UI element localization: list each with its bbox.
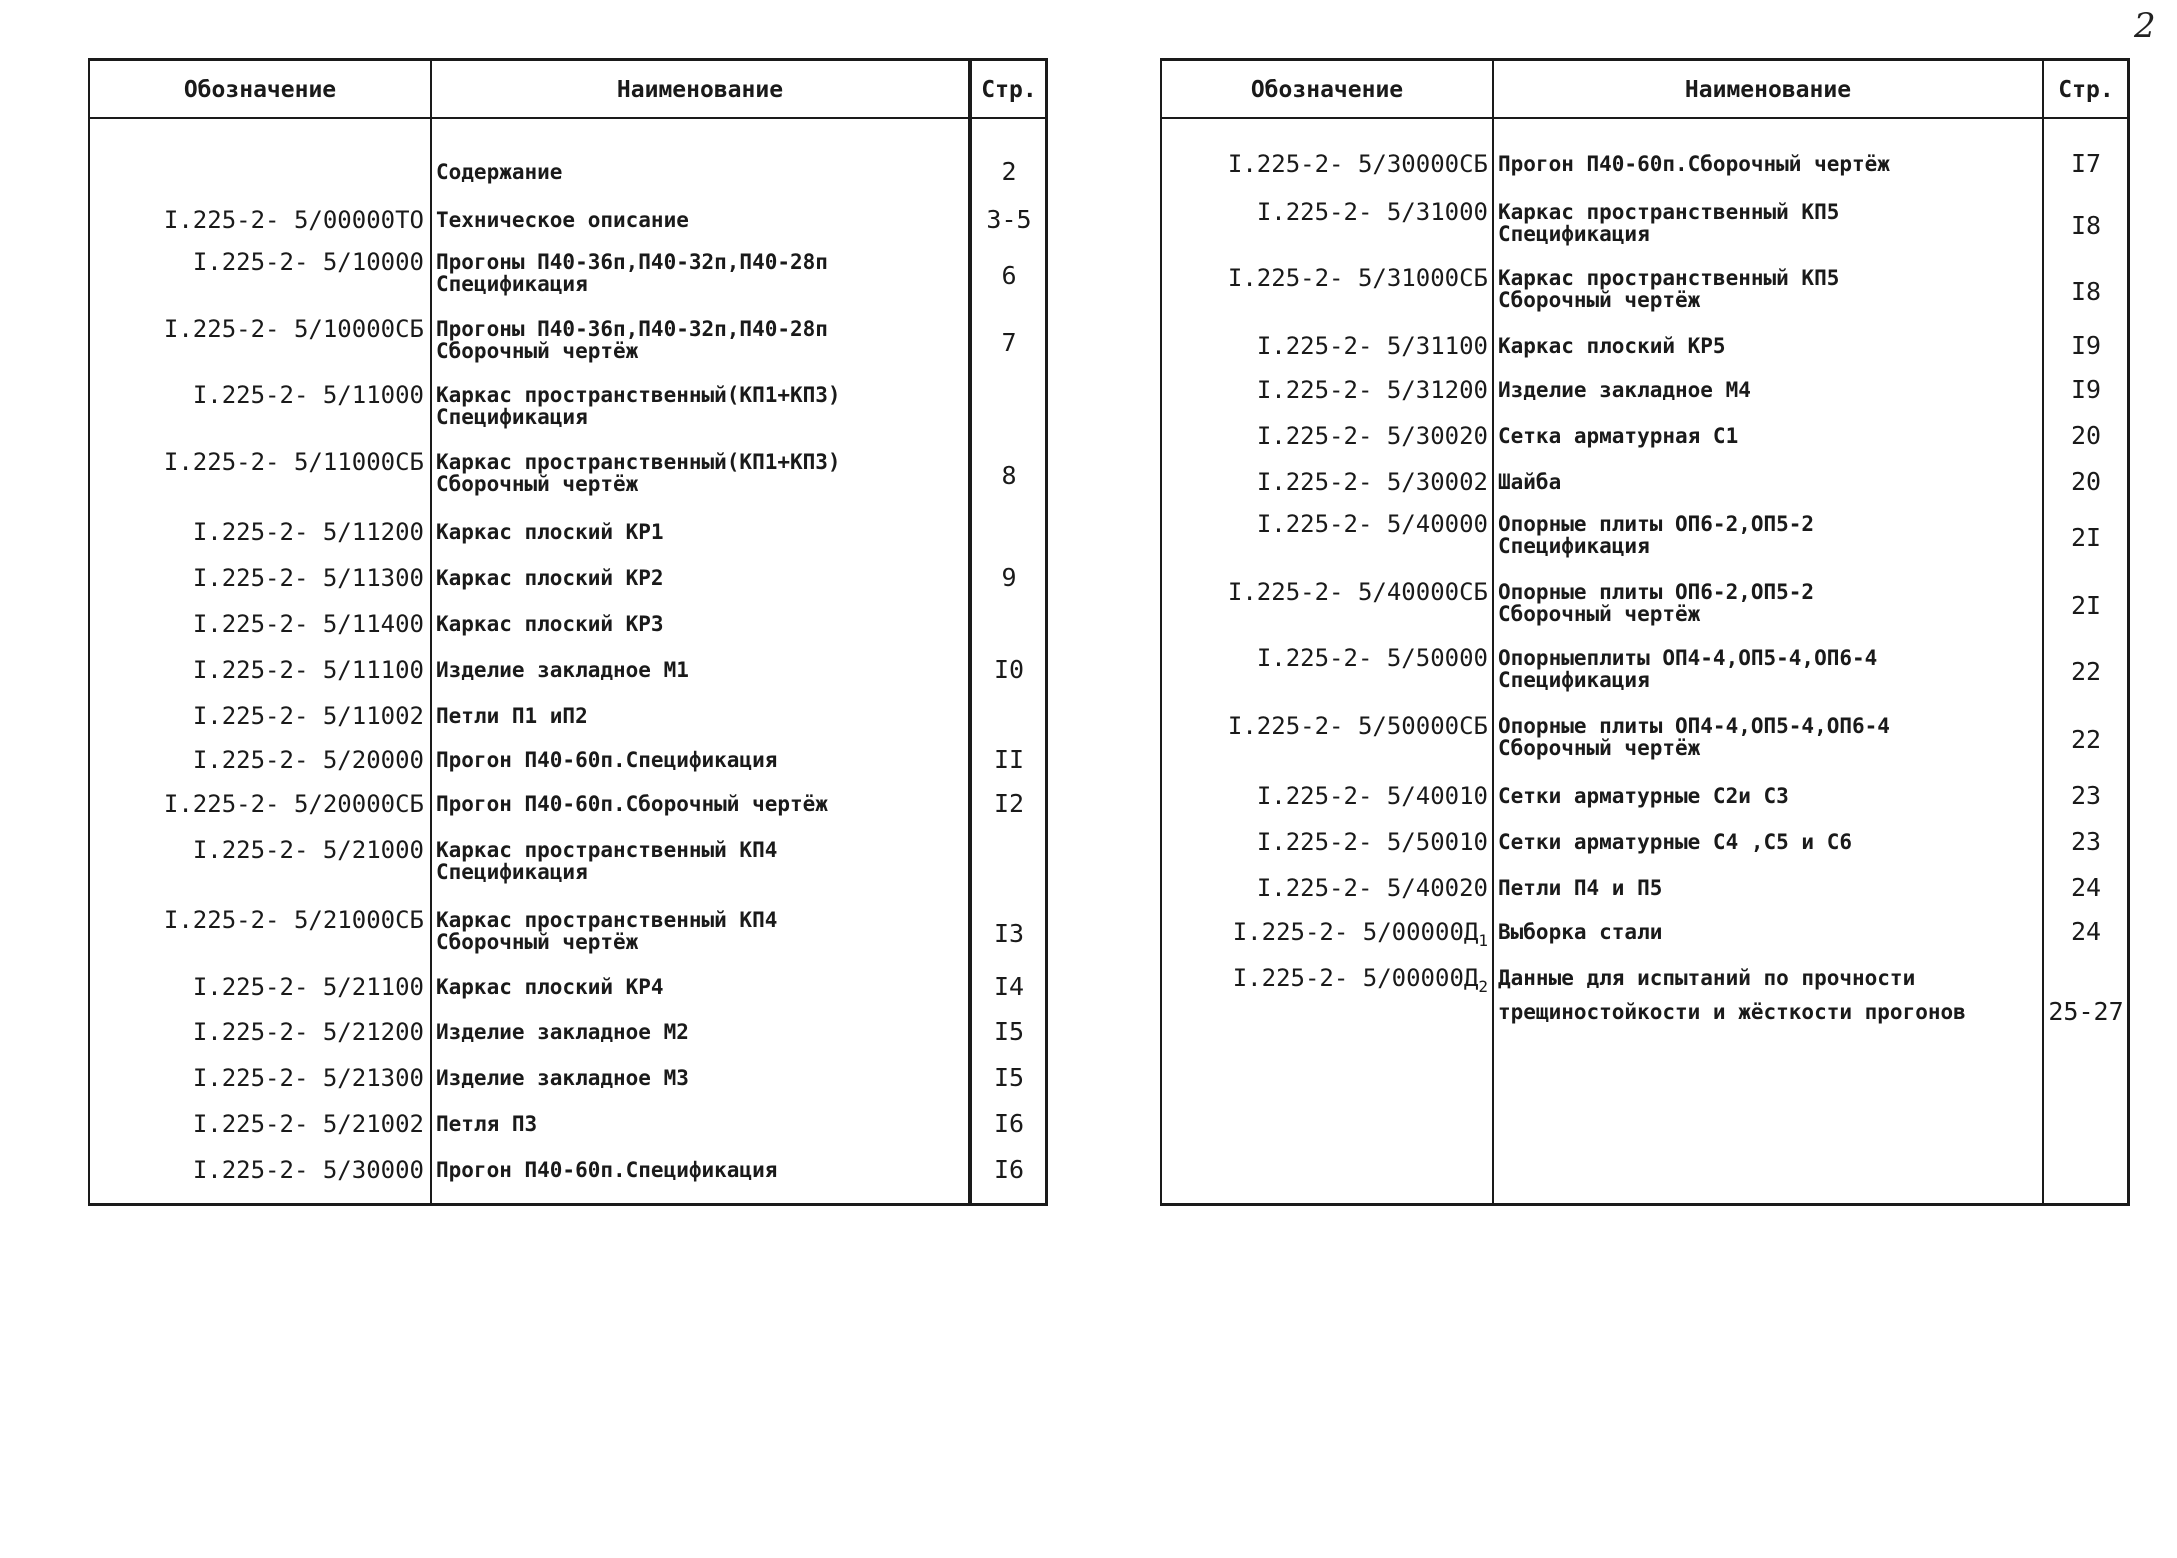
contents-table-right xyxy=(1160,58,2130,1206)
item-name xyxy=(1498,425,1738,447)
item-name-line: Прогон П40-60п.Сборочный чертёж xyxy=(436,792,828,816)
designation-code xyxy=(90,836,424,864)
item-name-line: Сетки арматурные С2и С3 xyxy=(1498,784,1789,808)
designation-code xyxy=(1162,510,1488,538)
designation-code-text: I.225-2- 5/00000Д xyxy=(1232,964,1479,992)
item-name xyxy=(1498,153,1890,175)
designation-code xyxy=(90,1110,424,1138)
page-number: 22 xyxy=(2070,725,2102,754)
designation-code-text: I.225-2- 5/50010 xyxy=(1256,828,1488,856)
designation-code xyxy=(1162,264,1488,292)
designation-code xyxy=(1162,644,1488,672)
item-name xyxy=(1498,581,1814,625)
item-name xyxy=(1498,831,1852,853)
page-number: 23 xyxy=(2070,781,2102,810)
item-name-line: Изделие закладное М4 xyxy=(1498,378,1751,402)
item-name xyxy=(436,451,841,495)
item-name-line: Каркас пространственный КП5 xyxy=(1498,266,1840,290)
header-divider xyxy=(90,117,1045,119)
designation-code xyxy=(90,315,424,343)
designation-code-text: I.225-2- 5/30002 xyxy=(1256,468,1488,496)
designation-code-text: I.225-2- 5/11000 xyxy=(192,381,424,409)
item-name-line: Каркас плоский КР5 xyxy=(1498,334,1726,358)
item-name-line: Каркас плоский КР2 xyxy=(436,566,664,590)
page-number: 22 xyxy=(2070,657,2102,686)
item-name-line: Прогон П40-60п.Спецификация xyxy=(436,748,778,772)
page-number: I9 xyxy=(2070,375,2102,404)
item-name-line: Прогон П40-60п.Спецификация xyxy=(436,1158,778,1182)
item-name-line: Шайба xyxy=(1498,470,1562,494)
item-name xyxy=(1498,335,1726,357)
designation-code-text: I.225-2- 5/40000 xyxy=(1256,510,1488,538)
designation-code xyxy=(1162,468,1488,496)
designation-code xyxy=(90,448,424,476)
item-name-line: Каркас пространственный КП5 xyxy=(1498,200,1840,224)
item-name-line: трещиностойкости и жёсткости прогонов xyxy=(1498,1000,1966,1024)
designation-code-text: I.225-2- 5/21000СБ xyxy=(163,906,424,934)
page-number: I4 xyxy=(993,972,1025,1001)
page-number: I6 xyxy=(993,1155,1025,1184)
column-divider xyxy=(430,61,432,1203)
item-name-line: Содержание xyxy=(436,160,563,184)
item-name-line: Опорные плиты ОП6-2,ОП5-2 xyxy=(1498,512,1815,536)
item-name xyxy=(436,1021,689,1043)
designation-code-text: I.225-2- 5/21300 xyxy=(192,1064,424,1092)
item-name xyxy=(1498,513,1814,557)
designation-code xyxy=(90,1018,424,1046)
item-name-line: Сетки арматурные С4 ,С5 и С6 xyxy=(1498,830,1853,854)
designation-code xyxy=(1162,422,1488,450)
header-designation: Обозначение xyxy=(1250,77,1404,103)
item-name xyxy=(436,318,828,362)
item-name xyxy=(1498,379,1751,401)
item-name-line: Изделие закладное М3 xyxy=(436,1066,689,1090)
page-number: 8 xyxy=(1001,461,1017,490)
page-number: 2I xyxy=(2070,523,2102,552)
item-name-line: Сборочный чертёж xyxy=(436,930,639,954)
item-name-line: Изделие закладное М2 xyxy=(436,1020,689,1044)
header-page: Стр. xyxy=(2058,77,2114,103)
column-divider xyxy=(1492,61,1494,1203)
page-number: II xyxy=(993,745,1025,774)
designation-code-text: I.225-2- 5/11400 xyxy=(192,610,424,638)
designation-code-text: I.225-2- 5/00000ТО xyxy=(163,206,424,234)
designation-code-text: I.225-2- 5/21002 xyxy=(192,1110,424,1138)
designation-code-text: I.225-2- 5/00000Д xyxy=(1232,918,1479,946)
designation-code-text: I.225-2- 5/11000СБ xyxy=(163,448,424,476)
designation-code xyxy=(1162,332,1488,360)
page-number: 24 xyxy=(2070,873,2102,902)
designation-code-text: I.225-2- 5/10000 xyxy=(192,248,424,276)
page-number: 24 xyxy=(2070,917,2102,946)
designation-code-text: I.225-2- 5/20000 xyxy=(192,746,424,774)
designation-code xyxy=(1162,376,1488,404)
page-number: I9 xyxy=(2070,331,2102,360)
page-number: 2I xyxy=(2070,591,2102,620)
item-name-line: Спецификация xyxy=(1498,222,1650,246)
item-name xyxy=(436,659,689,681)
designation-code-text: I.225-2- 5/30000 xyxy=(192,1156,424,1184)
page-number: 7 xyxy=(1001,328,1017,357)
designation-code xyxy=(90,518,424,546)
item-name xyxy=(1498,877,1662,899)
designation-code xyxy=(1162,874,1488,902)
item-name xyxy=(436,839,777,883)
item-name-line: Сборочный чертёж xyxy=(1498,602,1701,626)
designation-subscript: 1 xyxy=(1478,931,1488,950)
designation-code-text: I.225-2- 5/40020 xyxy=(1256,874,1488,902)
designation-code xyxy=(90,906,424,934)
designation-code-text: I.225-2- 5/21100 xyxy=(192,973,424,1001)
item-name-line: Петли П1 иП2 xyxy=(436,704,588,728)
item-name-line: Каркас плоский КР3 xyxy=(436,612,664,636)
designation-code xyxy=(90,564,424,592)
designation-code xyxy=(90,790,424,818)
item-name-line: Сборочный чертёж xyxy=(436,339,639,363)
item-name-line: Петли П4 и П5 xyxy=(1498,876,1663,900)
item-name xyxy=(1498,201,1839,245)
item-name xyxy=(436,567,664,589)
designation-code-text: I.225-2- 5/11100 xyxy=(192,656,424,684)
page-number: I5 xyxy=(993,1063,1025,1092)
contents-table-left xyxy=(88,58,1048,1206)
item-name-line: Спецификация xyxy=(1498,534,1650,558)
page-number: 6 xyxy=(1001,261,1017,290)
page-number: 20 xyxy=(2070,421,2102,450)
item-name-line: Петля П3 xyxy=(436,1112,538,1136)
designation-code xyxy=(1162,782,1488,810)
designation-code xyxy=(1162,150,1488,178)
designation-code-text: I.225-2- 5/11200 xyxy=(192,518,424,546)
header-name: Наименование xyxy=(1684,77,1852,103)
item-name-line: Сетка арматурная С1 xyxy=(1498,424,1739,448)
designation-code-text: I.225-2- 5/31200 xyxy=(1256,376,1488,404)
item-name-line: Опорные плиты ОП4-4,ОП5-4,ОП6-4 xyxy=(1498,714,1890,738)
item-name xyxy=(436,705,588,727)
item-name-line: Спецификация xyxy=(436,405,588,429)
item-name xyxy=(1498,715,1890,759)
header-name: Наименование xyxy=(616,77,784,103)
designation-code xyxy=(1162,578,1488,606)
item-name xyxy=(436,909,777,953)
designation-code-text: I.225-2- 5/40010 xyxy=(1256,782,1488,810)
item-name xyxy=(1498,921,1662,943)
item-name-line: Каркас пространственный КП4 xyxy=(436,838,778,862)
page-number: 20 xyxy=(2070,467,2102,496)
designation-code xyxy=(90,206,424,234)
page-number: 2 xyxy=(1001,157,1017,186)
designation-code-text: I.225-2- 5/50000СБ xyxy=(1227,712,1488,740)
designation-code-text: I.225-2- 5/50000 xyxy=(1256,644,1488,672)
designation-subscript: 2 xyxy=(1478,977,1488,996)
page-number: I3 xyxy=(993,919,1025,948)
item-name-line: Каркас пространственный(КП1+КП3) xyxy=(436,450,841,474)
item-name-line: Прогон П40-60п.Сборочный чертёж xyxy=(1498,152,1890,176)
designation-code xyxy=(90,381,424,409)
designation-code-text: I.225-2- 5/31100 xyxy=(1256,332,1488,360)
designation-code xyxy=(90,973,424,1001)
page-number: 3-5 xyxy=(986,205,1032,234)
designation-code-text: I.225-2- 5/40000СБ xyxy=(1227,578,1488,606)
item-name xyxy=(436,251,828,295)
page-number: I0 xyxy=(993,655,1025,684)
page-number: I7 xyxy=(2070,149,2102,178)
item-name-line: Сборочный чертёж xyxy=(436,472,639,496)
designation-code xyxy=(90,1064,424,1092)
item-name-line: Каркас плоский КР1 xyxy=(436,520,664,544)
designation-code xyxy=(90,702,424,730)
item-name-line: Изделие закладное М1 xyxy=(436,658,689,682)
designation-code xyxy=(90,656,424,684)
designation-code-text: I.225-2- 5/20000СБ xyxy=(163,790,424,818)
item-name xyxy=(436,1113,537,1135)
designation-code-text: I.225-2- 5/11300 xyxy=(192,564,424,592)
item-name xyxy=(1498,471,1561,493)
item-name-line: Сборочный чертёж xyxy=(1498,736,1701,760)
designation-code-text: I.225-2- 5/21200 xyxy=(192,1018,424,1046)
page-number: I6 xyxy=(993,1109,1025,1138)
designation-code-text: I.225-2- 5/31000 xyxy=(1256,198,1488,226)
item-name xyxy=(436,384,841,428)
page-number: I8 xyxy=(2070,277,2102,306)
item-name-line: Спецификация xyxy=(436,272,588,296)
designation-code xyxy=(1162,712,1488,740)
designation-code xyxy=(1162,828,1488,856)
item-name-line: Техническое описание xyxy=(436,208,689,232)
item-name xyxy=(436,1067,689,1089)
designation-code xyxy=(1162,198,1488,226)
designation-code-text: I.225-2- 5/10000СБ xyxy=(163,315,424,343)
page-number: 23 xyxy=(2070,827,2102,856)
designation-code xyxy=(90,1156,424,1184)
item-name xyxy=(436,613,664,635)
item-name xyxy=(436,749,777,771)
item-name xyxy=(1498,785,1789,807)
item-name xyxy=(436,521,664,543)
item-name xyxy=(436,976,664,998)
item-name-line: Спецификация xyxy=(436,860,588,884)
item-name-line: Каркас плоский КР4 xyxy=(436,975,664,999)
designation-code-text: I.225-2- 5/30020 xyxy=(1256,422,1488,450)
item-name-line: Выборка стали xyxy=(1498,920,1663,944)
header-divider xyxy=(1162,117,2127,119)
header-designation: Обозначение xyxy=(183,77,337,103)
page-number: I8 xyxy=(2070,211,2102,240)
item-name-line: Прогоны П40-36п,П40-32п,П40-28п xyxy=(436,250,828,274)
designation-code xyxy=(90,746,424,774)
page-number: 9 xyxy=(1001,563,1017,592)
designation-code-text: I.225-2- 5/21000 xyxy=(192,836,424,864)
page-number: I2 xyxy=(993,789,1025,818)
designation-code xyxy=(1162,918,1488,952)
item-name xyxy=(436,161,562,183)
designation-code xyxy=(1162,964,1488,998)
designation-code-text: I.225-2- 5/31000СБ xyxy=(1227,264,1488,292)
item-name-line: Каркас пространственный(КП1+КП3) xyxy=(436,383,841,407)
item-name xyxy=(436,209,689,231)
item-name xyxy=(1498,267,1839,311)
item-name xyxy=(1498,647,1877,691)
item-name xyxy=(436,1159,777,1181)
designation-code xyxy=(90,610,424,638)
page-number: 25-27 xyxy=(2048,997,2124,1026)
item-name-line: Спецификация xyxy=(1498,668,1650,692)
designation-code-text: I.225-2- 5/11002 xyxy=(192,702,424,730)
designation-code-text: I.225-2- 5/30000СБ xyxy=(1227,150,1488,178)
item-name-line: Опорные плиты ОП6-2,ОП5-2 xyxy=(1498,580,1815,604)
page-number-mark: 2 xyxy=(2134,6,2156,46)
page-number: I5 xyxy=(993,1017,1025,1046)
item-name xyxy=(1498,967,1966,1023)
header-page: Стр. xyxy=(981,77,1037,103)
item-name-line: Данные для испытаний по прочности xyxy=(1498,966,1916,990)
item-name xyxy=(436,793,828,815)
item-name-line: Каркас пространственный КП4 xyxy=(436,908,778,932)
designation-code xyxy=(90,248,424,276)
item-name-line: Опорныеплиты ОП4-4,ОП5-4,ОП6-4 xyxy=(1498,646,1878,670)
item-name-line: Сборочный чертёж xyxy=(1498,288,1701,312)
item-name-line: Прогоны П40-36п,П40-32п,П40-28п xyxy=(436,317,828,341)
